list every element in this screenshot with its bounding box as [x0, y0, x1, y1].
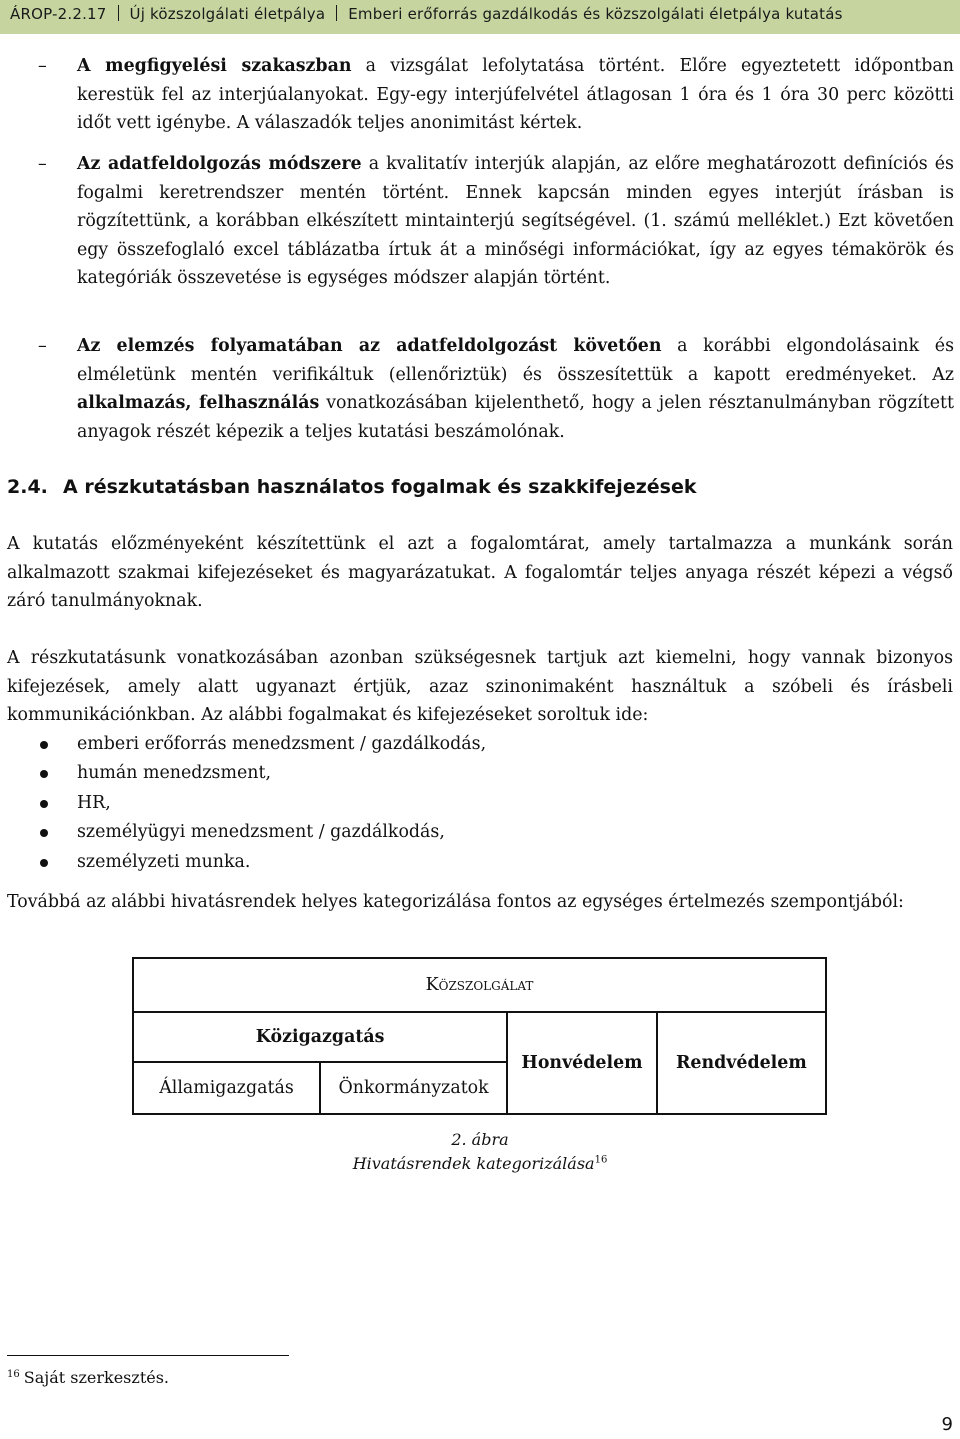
career-categories-diagram	[132, 957, 827, 1115]
dash-item-processing	[38, 150, 954, 293]
section-number: 2.4.	[7, 476, 48, 498]
paragraph-categories-intro: Továbbá az alábbi hivatásrendek helyes kategorizálása fontos az egységes értelmezés szempontjából:	[7, 892, 904, 912]
list-item-text: személyzeti munka.	[77, 851, 251, 872]
paragraph-glossary: A kutatás előzményeként készítettünk el azt a fogalomtárat, amely tartalmazza a munkánk során alkalmazott szakmai kifejezéseket és magyarázatukat. A fogalomtár teljes anyaga részét képezi a végső záró tanulmányoknak.	[7, 534, 953, 612]
dash-item-analysis	[38, 332, 954, 446]
dash-item-rest: a vizsgálat lefolytatása történt. Előre egyeztetett időpontban kerestük fel az interjúalanyokat. Egy-egy interjúfelvétel átlagosan 1 óra és 1 óra 30 perc közötti időt vett igénybe. A válaszadók teljes anonimitást kértek.	[77, 56, 954, 134]
section-heading	[7, 476, 696, 498]
bullet-dot	[40, 741, 48, 749]
header-title: Emberi erőforrás gazdálkodás és közszolgálati életpálya kutatás	[348, 5, 843, 23]
bullet-dot	[40, 800, 48, 808]
caption-title-text: Hivatásrendek kategorizálása	[352, 1154, 595, 1173]
footnote	[7, 1368, 169, 1387]
footnote-divider	[7, 1355, 289, 1356]
footnote-text: Saját szerkesztés.	[23, 1368, 170, 1387]
list-item-text: HR,	[77, 792, 111, 813]
dash-item-text	[77, 150, 954, 293]
list-item	[7, 818, 953, 847]
dash-item-lead: Az adatfeldolgozás módszere	[77, 154, 362, 174]
bullet-dot	[40, 770, 48, 778]
diagram-cell-local-government: Önkormányzatok	[320, 1062, 507, 1114]
list-item	[7, 730, 953, 759]
diagram-cell-public-administration: Közigazgatás	[133, 1012, 507, 1062]
bullet-dot	[40, 859, 48, 867]
dash-item-rest: a korábbi elgondolásaink és elméletünk mentén verifikáltuk (ellenőriztük) és összesítettük a kapott eredményeket. Az	[77, 336, 955, 385]
paragraph-synonyms: A részkutatásunk vonatkozásában azonban szükségesnek tartjuk azt kiemelni, hogy vannak bizonyos kifejezések, amely alatt ugyanazt értjük, azaz szinonimaként használtuk a szóbeli és írásbeli kommunikációnkban. Az alábbi fogalmakat és kifejezéseket soroltuk ide:	[7, 648, 953, 726]
section-title: A részkutatásban használatos fogalmak és szakkifejezések	[63, 476, 697, 498]
header-code: ÁROP-2.2.17	[10, 5, 107, 23]
dash-item-observation	[38, 52, 954, 138]
footnote-reference: 16	[594, 1154, 608, 1166]
synonym-list	[7, 730, 953, 877]
dash-item-rest: vonatkozásában kijelenthető, hogy a jelen résztanulmányban rögzített anyagok részét képezik a teljes kutatási beszámolónak.	[77, 393, 954, 442]
dash-item-text	[77, 52, 954, 138]
bullet-dot	[40, 829, 48, 837]
page-number: 9	[941, 1414, 953, 1435]
figure-caption-number: 2. ábra	[451, 1130, 509, 1149]
dash-marker: –	[38, 154, 47, 174]
dash-item-text	[77, 332, 954, 446]
list-item-text: emberi erőforrás menedzsment / gazdálkodás,	[77, 734, 487, 754]
list-item-text: humán menedzsment,	[77, 763, 271, 784]
footnote-number: 16	[7, 1368, 20, 1380]
list-item	[7, 759, 953, 788]
figure-caption-title	[0, 1154, 960, 1173]
dash-item-rest: a kvalitatív interjúk alapján, az előre meghatározott definíciós és fogalmi keretrendszer mentén történt. Ennek kapcsán minden egyes interjút írásban is rögzítettünk, a korábban elkészített mintainterjú segítségével. (1. számú melléklet.) Ezt követően egy összefoglaló excel táblázatba írtuk át a minőségi információkat, így az egyes témakörök és kategóriák összevetése is egységes módszer alapján történt.	[77, 154, 954, 289]
dash-item-emphasis: alkalmazás, felhasználás	[77, 393, 320, 414]
header-separator	[336, 5, 337, 21]
header-separator	[118, 5, 119, 21]
diagram-cell-law-enforcement: Rendvédelem	[657, 1012, 826, 1114]
list-item-text: személyügyi menedzsment / gazdálkodás,	[77, 822, 445, 843]
diagram-cell-state-administration: Államigazgatás	[133, 1062, 320, 1114]
list-item	[7, 848, 953, 877]
diagram-cell-public-service: Közszolgálat	[133, 958, 826, 1012]
page-header	[0, 0, 960, 34]
dash-marker: –	[38, 56, 47, 76]
header-series: Új közszolgálati életpálya	[129, 5, 326, 23]
dash-item-lead: A megfigyelési szakaszban	[77, 56, 352, 76]
dash-marker: –	[38, 336, 47, 356]
list-item	[7, 789, 953, 818]
header-text	[10, 5, 843, 23]
diagram-cell-defence: Honvédelem	[507, 1012, 656, 1114]
dash-item-lead: Az elemzés folyamatában az adatfeldolgozást követően	[77, 336, 662, 356]
